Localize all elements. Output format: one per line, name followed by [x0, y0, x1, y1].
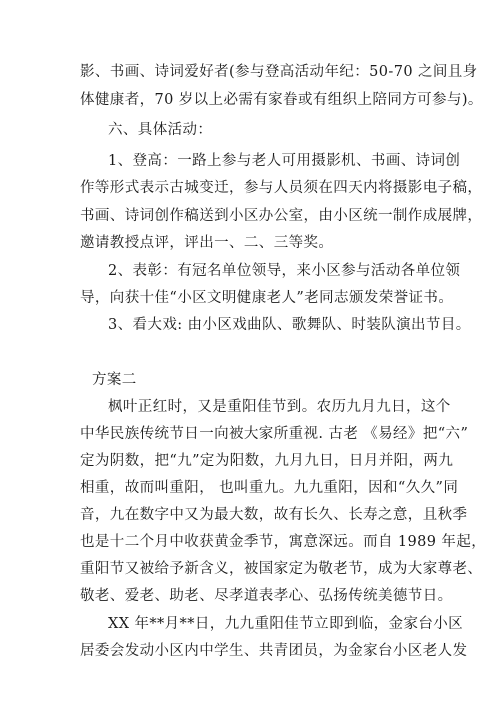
- paragraph-line-1: 影、书画、诗词爱好者(参与登高活动年纪：50-70 之间且身: [80, 64, 478, 80]
- plan-two-line-5: 音，九在数字中又为最大数，故有长久、长寿之意，且秋季: [80, 507, 468, 523]
- activity-award-line-2: 导，向获十佳“小区文明健康老人”老同志颁发荣誉证书。: [80, 290, 454, 306]
- activity-climb-line-1: 1、登高：一路上参与老人可用摄影机、书画、诗词创: [108, 153, 461, 169]
- plan-two-line-7: 重阳节又被给予新含义，被国家定为敬老节，成为大家尊老、: [80, 561, 483, 577]
- plan-two-line-9: XX 年**月**日，九九重阳佳节立即到临，金家台小区: [108, 616, 464, 632]
- plan-two-line-2: 中华民族传统节日一向被大家所重视. 古老 《易经》把“六”: [80, 426, 469, 442]
- plan-two-heading: 方案二: [92, 372, 137, 388]
- plan-two-line-6: 也是十二个月中收获黄金季节，寓意深远。而自 1989 年起，: [80, 534, 487, 550]
- plan-two-line-4: 相重，故而叫重阳， 也叫重九。九九重阳，因和“久久”同: [80, 480, 459, 496]
- section-heading-six: 六、具体活动：: [108, 122, 213, 138]
- activity-award-line-1: 2、表彰：有冠名单位领导，来小区参与活动各单位领: [108, 263, 461, 279]
- paragraph-line-2: 体健康者，70 岁以上必需有家眷或有组织上陪同方可参与)。: [80, 92, 483, 108]
- plan-two-line-1: 枫叶正红时，又是重阳佳节到。农历九月九日，这个: [108, 399, 451, 415]
- activity-climb-line-3: 书画、诗词创作稿送到小区办公室，由小区统一制作成展牌，: [80, 208, 483, 224]
- activity-climb-line-4: 邀请教授点评，评出一、二、三等奖。: [80, 235, 334, 251]
- plan-two-line-8: 敬老、爱老、助老、尽孝道表孝心、弘扬传统美德节日。: [80, 588, 453, 604]
- plan-two-line-3: 定为阴数，把“九”定为阳数，九月九日，日月并阳，两九: [80, 453, 454, 469]
- activity-climb-line-2: 作等形式表示古城变迁，参与人员须在四天内将摄影电子稿，: [80, 180, 483, 196]
- plan-two-line-10: 居委会发动小区内中学生、共青团员，为金家台小区老人发: [80, 643, 468, 659]
- activity-show-line: 3、看大戏: 由小区戏曲队、歌舞队、时装队演出节目。: [108, 317, 471, 333]
